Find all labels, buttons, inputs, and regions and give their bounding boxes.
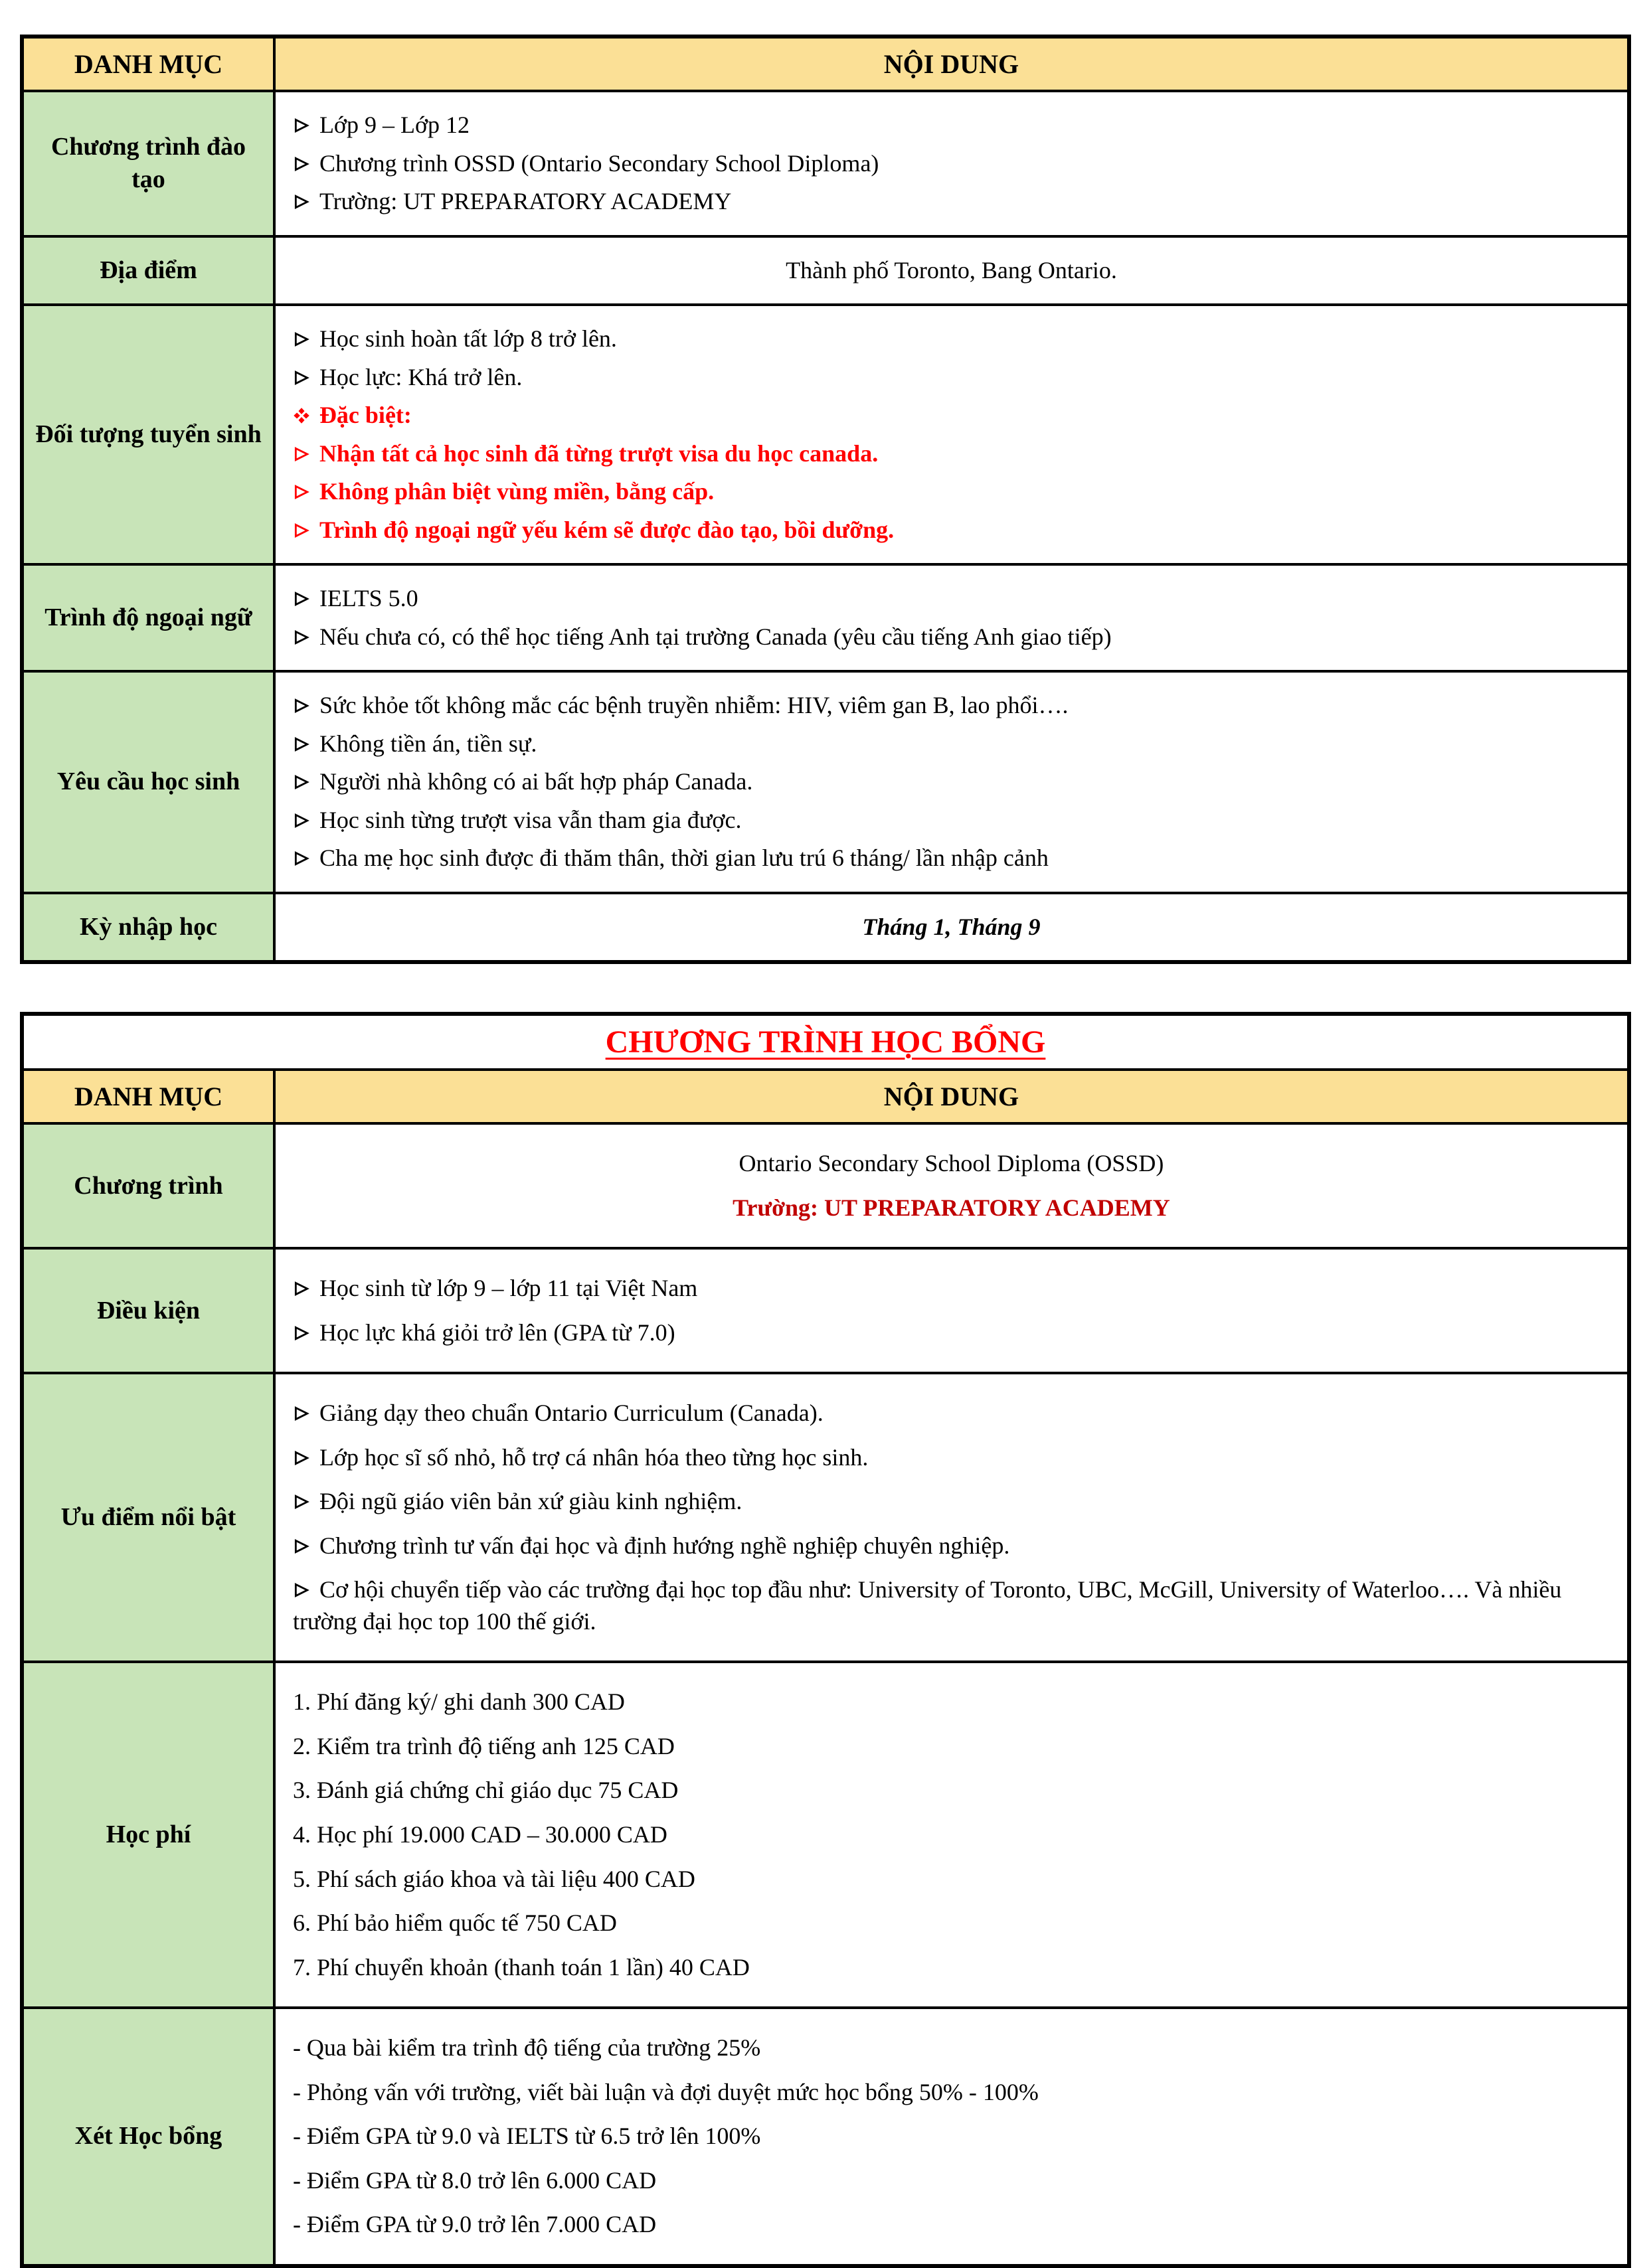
arrow-bullet-icon bbox=[293, 1442, 317, 1474]
list-item bbox=[293, 766, 1610, 798]
list-item-text: Lớp học sĩ số nhỏ, hỗ trợ cá nhân hóa theo từng học sinh. bbox=[319, 1443, 869, 1471]
row-label: Xét Học bổng bbox=[22, 2008, 274, 2266]
row-content bbox=[274, 893, 1629, 963]
list-item bbox=[293, 1686, 1610, 1718]
list-item bbox=[293, 186, 1610, 218]
row-content bbox=[274, 91, 1629, 236]
arrow-bullet-icon bbox=[293, 843, 317, 874]
arrow-bullet-icon bbox=[293, 1574, 317, 1606]
arrow-bullet-icon bbox=[293, 148, 317, 180]
list-item-text: Cơ hội chuyển tiếp vào các trường đại học top đầu như: University of Toronto, UBC, McGill, University of Waterloo…. Và nhiều trường đại học top 100 thế giới. bbox=[292, 1576, 1562, 1635]
row-label: Kỳ nhập học bbox=[22, 893, 274, 963]
list-item bbox=[293, 323, 1610, 355]
row-label: Học phí bbox=[22, 1662, 274, 2008]
table-row bbox=[22, 91, 1629, 236]
diamond-bullet-icon bbox=[293, 400, 317, 432]
list-item-text: Không tiền án, tiền sự. bbox=[319, 730, 537, 757]
arrow-bullet-icon bbox=[293, 805, 317, 837]
list-item-text: Sức khỏe tốt không mắc các bệnh truyền nhiễm: HIV, viêm gan B, lao phổi…. bbox=[319, 692, 1069, 719]
arrow-bullet-icon bbox=[293, 728, 317, 760]
list-item bbox=[293, 1317, 1610, 1349]
table-row bbox=[22, 1373, 1629, 1662]
table-row bbox=[22, 236, 1629, 305]
arrow-bullet-icon bbox=[293, 186, 317, 218]
admissions-table bbox=[20, 35, 1631, 964]
arrow-bullet-icon bbox=[293, 110, 317, 141]
list-item-text: Trình độ ngoại ngữ yếu kém sẽ được đào tạo, bồi dưỡng. bbox=[319, 516, 895, 543]
list-item-text: Nhận tất cả học sinh đã từng trượt visa du học canada. bbox=[319, 440, 879, 467]
row-label: Chương trình bbox=[22, 1123, 274, 1248]
list-item bbox=[293, 2209, 1610, 2241]
list-item-text: 7. Phí chuyển khoản (thanh toán 1 lần) 40 CAD bbox=[292, 1953, 750, 1981]
list-item bbox=[293, 1775, 1610, 1807]
arrow-bullet-icon bbox=[293, 1486, 317, 1518]
row-content bbox=[274, 1373, 1629, 1662]
list-item-text: Trường: UT PREPARATORY ACADEMY bbox=[319, 188, 732, 215]
list-item bbox=[293, 1731, 1610, 1763]
list-item bbox=[293, 438, 1610, 470]
list-item bbox=[293, 362, 1610, 394]
row-label: Đối tượng tuyển sinh bbox=[22, 305, 274, 564]
arrow-bullet-icon bbox=[293, 766, 317, 798]
list-item bbox=[293, 1864, 1610, 1896]
row-content bbox=[274, 1248, 1629, 1373]
arrow-bullet-icon bbox=[293, 1273, 317, 1305]
row-content bbox=[274, 671, 1629, 893]
list-item-text: - Phỏng vấn với trường, viết bài luận và đợi duyệt mức học bổng 50% - 100% bbox=[292, 2078, 1039, 2105]
list-item-text: 6. Phí bảo hiểm quốc tế 750 CAD bbox=[292, 1909, 617, 1937]
arrow-bullet-icon bbox=[293, 583, 317, 615]
list-item-text: IELTS 5.0 bbox=[319, 585, 418, 612]
list-item bbox=[293, 476, 1610, 508]
table-row bbox=[22, 564, 1629, 671]
header-content-cell: NỘI DUNG bbox=[274, 37, 1629, 91]
list-item bbox=[293, 621, 1610, 653]
row-content bbox=[274, 236, 1629, 305]
list-item-text: 4. Học phí 19.000 CAD – 30.000 CAD bbox=[292, 1821, 667, 1848]
list-item bbox=[293, 912, 1610, 943]
list-item bbox=[293, 1442, 1610, 1474]
list-item bbox=[293, 1907, 1610, 1939]
table-row bbox=[22, 893, 1629, 963]
row-label: Chương trình đào tạo bbox=[22, 91, 274, 236]
list-item-text: Nếu chưa có, có thể học tiếng Anh tại trường Canada (yêu cầu tiếng Anh giao tiếp) bbox=[319, 623, 1112, 650]
list-item bbox=[293, 1574, 1610, 1637]
arrow-bullet-icon bbox=[293, 621, 317, 653]
table-row bbox=[22, 1662, 1629, 2008]
list-item-text: - Điểm GPA từ 9.0 trở lên 7.000 CAD bbox=[292, 2211, 657, 2238]
list-item-text: 5. Phí sách giáo khoa và tài liệu 400 CAD bbox=[292, 1865, 695, 1892]
row-label: Địa điểm bbox=[22, 236, 274, 305]
scholarship-title-cell bbox=[22, 1014, 1629, 1070]
header-category-cell: DANH MỤC bbox=[22, 37, 274, 91]
header-category-cell: DANH MỤC bbox=[22, 1070, 274, 1123]
arrow-bullet-icon bbox=[293, 1317, 317, 1349]
list-item-text: Cha mẹ học sinh được đi thăm thân, thời gian lưu trú 6 tháng/ lần nhập cảnh bbox=[319, 845, 1049, 872]
list-item bbox=[293, 1192, 1610, 1224]
list-item bbox=[293, 843, 1610, 874]
list-item bbox=[293, 1148, 1610, 1180]
scholarship-section bbox=[20, 1012, 1631, 2267]
row-content bbox=[274, 564, 1629, 671]
table-row bbox=[22, 1123, 1629, 1248]
scholarship-title: CHƯƠNG TRÌNH HỌC BỔNG bbox=[605, 1024, 1046, 1060]
row-content bbox=[274, 1123, 1629, 1248]
admissions-table-body bbox=[22, 91, 1629, 962]
list-item bbox=[293, 583, 1610, 615]
scholarship-table-body bbox=[22, 1123, 1629, 2265]
list-item-text: Không phân biệt vùng miền, bằng cấp. bbox=[319, 478, 715, 505]
list-item-text: Đội ngũ giáo viên bản xứ giàu kinh nghiệm. bbox=[319, 1488, 742, 1515]
list-item-text: 2. Kiểm tra trình độ tiếng anh 125 CAD bbox=[292, 1732, 675, 1759]
arrow-bullet-icon bbox=[293, 515, 317, 546]
table-row bbox=[22, 2008, 1629, 2266]
list-item-text: Học lực: Khá trở lên. bbox=[319, 363, 523, 390]
list-item-text: Học sinh từng trượt visa vẫn tham gia được. bbox=[319, 806, 742, 833]
list-item bbox=[293, 728, 1610, 760]
scholarship-title-row bbox=[22, 1014, 1629, 1070]
list-item-text: Tháng 1, Tháng 9 bbox=[862, 913, 1041, 940]
list-item-text: Người nhà không có ai bất hợp pháp Canada. bbox=[319, 768, 753, 795]
row-content bbox=[274, 1662, 1629, 2008]
arrow-bullet-icon bbox=[293, 1530, 317, 1562]
list-item-text: Trường: UT PREPARATORY ACADEMY bbox=[733, 1194, 1170, 1221]
list-item bbox=[293, 805, 1610, 837]
list-item-text: 3. Đánh giá chứng chỉ giáo dục 75 CAD bbox=[292, 1777, 679, 1804]
table-row bbox=[22, 305, 1629, 564]
admissions-header-row bbox=[22, 37, 1629, 91]
list-item-text: 1. Phí đăng ký/ ghi danh 300 CAD bbox=[292, 1688, 625, 1716]
list-item-text: - Qua bài kiểm tra trình độ tiếng của trường 25% bbox=[292, 2034, 761, 2062]
row-label: Trình độ ngoại ngữ bbox=[22, 564, 274, 671]
arrow-bullet-icon bbox=[293, 323, 317, 355]
row-content bbox=[274, 305, 1629, 564]
list-item-text: - Điểm GPA từ 9.0 và IELTS từ 6.5 trở lên 100% bbox=[292, 2123, 761, 2150]
list-item-text: Học sinh hoàn tất lớp 8 trở lên. bbox=[319, 325, 617, 353]
list-item bbox=[293, 2077, 1610, 2109]
arrow-bullet-icon bbox=[293, 476, 317, 508]
arrow-bullet-icon bbox=[293, 362, 317, 394]
row-label: Ưu điểm nổi bật bbox=[22, 1373, 274, 1662]
list-item bbox=[293, 515, 1610, 546]
list-item-text: Chương trình OSSD (Ontario Secondary School Diploma) bbox=[319, 149, 879, 177]
list-item bbox=[293, 690, 1610, 722]
list-item bbox=[293, 2165, 1610, 2197]
list-item-text: Đặc biệt: bbox=[319, 402, 412, 429]
scholarship-table bbox=[20, 1012, 1631, 2267]
list-item-text: Học sinh từ lớp 9 – lớp 11 tại Việt Nam bbox=[319, 1275, 698, 1302]
header-content-cell: NỘI DUNG bbox=[274, 1070, 1629, 1123]
list-item bbox=[293, 2032, 1610, 2064]
list-item-text: - Điểm GPA từ 8.0 trở lên 6.000 CAD bbox=[292, 2166, 657, 2194]
table-row bbox=[22, 1248, 1629, 1373]
list-item bbox=[293, 1530, 1610, 1562]
row-label: Điều kiện bbox=[22, 1248, 274, 1373]
list-item-text: Ontario Secondary School Diploma (OSSD) bbox=[739, 1150, 1164, 1177]
table-row bbox=[22, 671, 1629, 893]
list-item-text: Lớp 9 – Lớp 12 bbox=[319, 112, 470, 138]
list-item-text: Chương trình tư vấn đại học và định hướng nghề nghiệp chuyên nghiệp. bbox=[319, 1532, 1010, 1559]
list-item-text: Giảng dạy theo chuẩn Ontario Curriculum (Canada). bbox=[319, 1400, 824, 1427]
arrow-bullet-icon bbox=[293, 1398, 317, 1429]
list-item bbox=[293, 255, 1610, 287]
list-item bbox=[293, 1398, 1610, 1429]
list-item bbox=[293, 1273, 1610, 1305]
list-item-text: Học lực khá giỏi trở lên (GPA từ 7.0) bbox=[319, 1319, 675, 1346]
arrow-bullet-icon bbox=[293, 438, 317, 470]
list-item bbox=[293, 110, 1610, 141]
list-item bbox=[293, 1952, 1610, 1984]
list-item bbox=[293, 148, 1610, 180]
row-content bbox=[274, 2008, 1629, 2266]
scholarship-header-row bbox=[22, 1070, 1629, 1123]
arrow-bullet-icon bbox=[293, 690, 317, 722]
list-item-text: Thành phố Toronto, Bang Ontario. bbox=[786, 256, 1117, 284]
list-item bbox=[293, 1486, 1610, 1518]
list-item bbox=[293, 1819, 1610, 1851]
list-item bbox=[293, 400, 1610, 432]
row-label: Yêu cầu học sinh bbox=[22, 671, 274, 893]
list-item bbox=[293, 2121, 1610, 2152]
